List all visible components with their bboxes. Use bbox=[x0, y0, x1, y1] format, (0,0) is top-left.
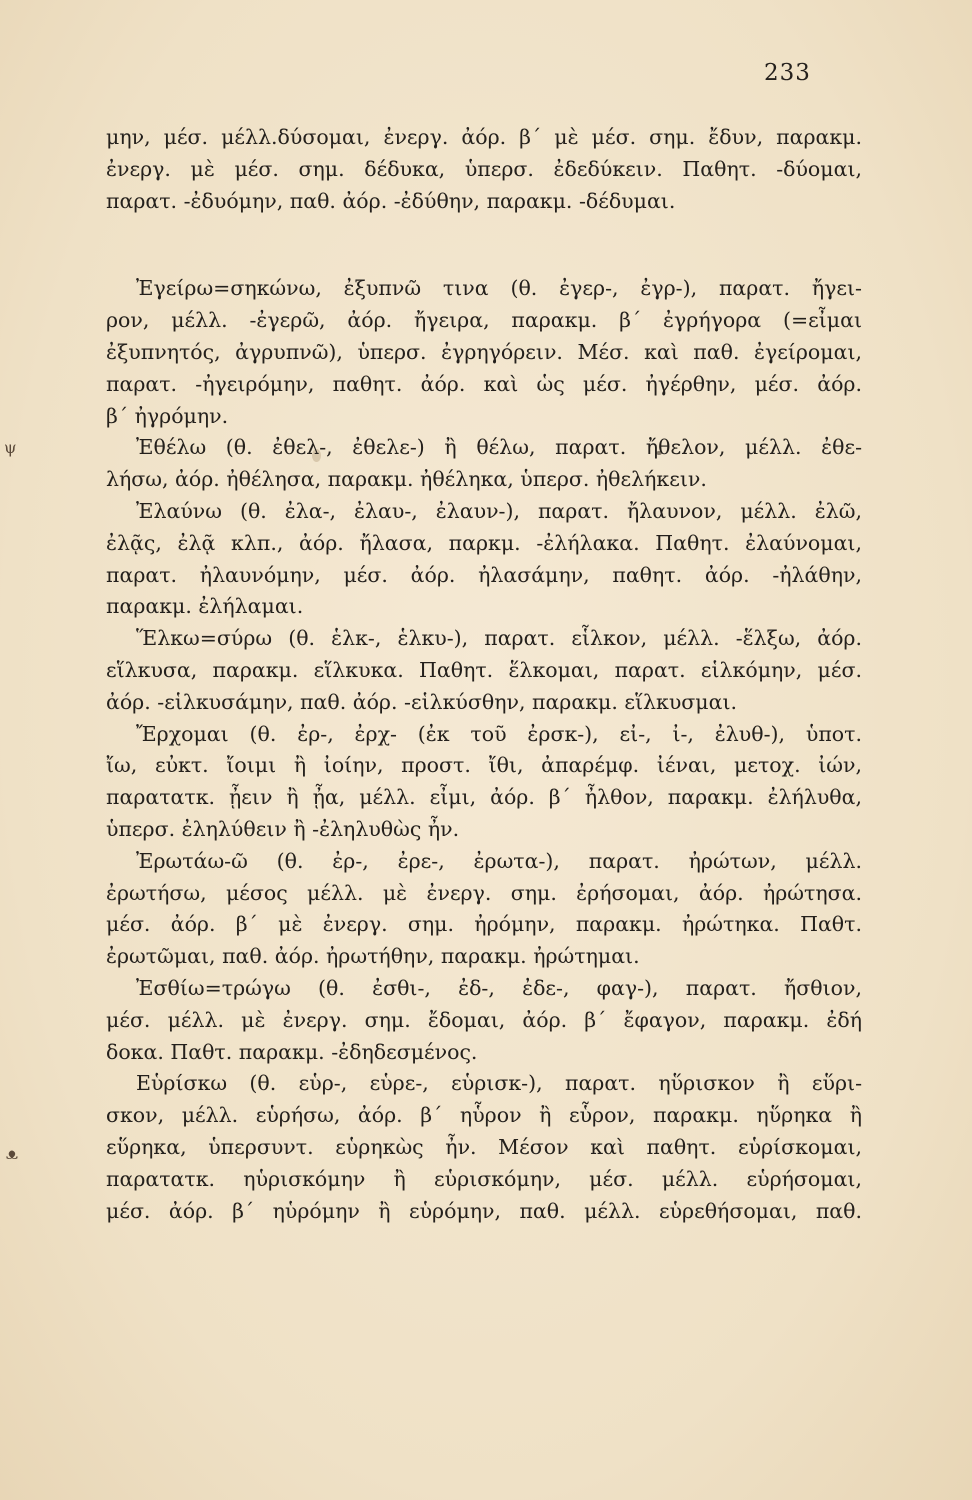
text-line: μέσ. ἀόρ. β΄ μὲ ἐνεργ. σημ. ἠρόμην, παρακμ. ἠρώτηκα. Παθτ. bbox=[106, 912, 862, 937]
entry-headword-line: Ἐρωτάω-ῶ (θ. ἐρ-, ἐρε-, ἐρωτα-), παρατ. ἠρώτων, μέλλ. bbox=[136, 848, 862, 873]
entry-headword-line: Ἐγείρω=σηκώνω, ἐξυπνῶ τινα (θ. ἐγερ-, ἐγρ-), παρατ. ἤγει- bbox=[136, 276, 862, 301]
text-line: ρον, μέλλ. -ἐγερῶ, ἀόρ. ἤγειρα, παρακμ. β΄ ἐγρήγορα (=εἶμαι bbox=[106, 308, 862, 333]
text-line: ἴω, εὐκτ. ἴοιμι ἢ ἰοίην, προστ. ἴθι, ἀπαρέμφ. ἰέναι, μετοχ. ἰών, bbox=[106, 753, 862, 778]
text-line: εὕρηκα, ὑπερσυντ. εὑρηκὼς ἦν. Μέσον καὶ παθητ. εὑρίσκομαι, bbox=[106, 1134, 862, 1159]
text-line: παρατατκ. ᾖειν ἢ ᾖα, μέλλ. εἶμι, ἀόρ. β΄ ἦλθον, παρακμ. ἐλήλυθα, bbox=[106, 785, 862, 810]
entry-headword-line: Ἐλαύνω (θ. ἐλα-, ἐλαυ-, ἐλαυν-), παρατ. ἤλαυνον, μέλλ. ἐλῶ, bbox=[136, 498, 862, 523]
text-line: β΄ ἠγρόμην. bbox=[106, 403, 229, 428]
text-line: εἵλκυσα, παρακμ. εἵλκυκα. Παθητ. ἕλκομαι, παρατ. εἱλκόμην, μέσ. bbox=[106, 657, 862, 682]
text-line: ἐρωτῶμαι, παθ. ἀόρ. ἠρωτήθην, παρακμ. ἠρώτημαι. bbox=[106, 944, 640, 969]
text-line: μην, μέσ. μέλλ.δύσομαι, ἐνεργ. ἀόρ. β΄ μὲ μέσ. σημ. ἔδυν, παρακμ. bbox=[106, 125, 862, 149]
text-line: ἐλᾷς, ἐλᾷ κλπ., ἀόρ. ἤλασα, παρκμ. -ἐλήλακα. Παθητ. ἐλαύνομαι, bbox=[106, 530, 862, 555]
text-line: παρατ. ἠλαυνόμην, μέσ. ἀόρ. ἠλασάμην, παθητ. ἀόρ. -ἠλάθην, bbox=[106, 562, 862, 587]
text-line: ἐνεργ. μὲ μέσ. σημ. δέδυκα, ὑπερσ. ἐδεδύκειν. Παθητ. -δύομαι, bbox=[106, 156, 862, 181]
entry-headword-line: Ἕλκω=σύρω (θ. ἑλκ-, ἑλκυ-), παρατ. εἷλκον, μέλλ. -ἕλξω, ἀόρ. bbox=[136, 626, 862, 651]
entry-headword-line: Ἐθέλω (θ. ἐθελ-, ἐθελε-) ἢ θέλω, παρατ. ἤθελον, μέλλ. ἐθε- bbox=[136, 435, 862, 460]
margin-mark-bottom: ᴥ bbox=[6, 1144, 18, 1163]
text-line: παρατ. -ἐδυόμην, παθ. ἀόρ. -ἐδύθην, παρακμ. -δέδυμαι. bbox=[106, 188, 676, 213]
text-line: μέσ. ἀόρ. β΄ ηὑρόμην ἢ εὑρόμην, παθ. μέλλ. εὑρεθήσομαι, παθ. bbox=[106, 1198, 862, 1223]
entry-headword-line: Ἐσθίω=τρώγω (θ. ἐσθι-, ἐδ-, ἐδε-, φαγ-), παρατ. ἤσθιον, bbox=[136, 975, 862, 1000]
text-line: λήσω, ἀόρ. ἠθέλησα, παρακμ. ἠθέληκα, ὑπερσ. ἠθελήκειν. bbox=[106, 467, 707, 492]
text-line: παρατ. -ἠγειρόμην, παθητ. ἀόρ. καὶ ὡς μέσ. ἠγέρθην, μέσ. ἀόρ. bbox=[106, 371, 862, 396]
entry-headword-line: Εὑρίσκω (θ. εὑρ-, εὑρε-, εὑρισκ-), παρατ. ηὕρισκον ἢ εὕρι- bbox=[136, 1071, 862, 1096]
text-line: μέσ. μέλλ. μὲ ἐνεργ. σημ. ἔδομαι, ἀόρ. β΄ ἔφαγον, παρακμ. ἐδή bbox=[106, 1007, 862, 1032]
text-line: δοκα. Παθτ. παρακμ. -ἐδηδεσμένος. bbox=[106, 1039, 478, 1064]
text-line: ἀόρ. -εἱλκυσάμην, παθ. ἀόρ. -εἱλκύσθην, παρακμ. εἵλκυσμαι. bbox=[106, 689, 738, 714]
text-line: ἐξυπνητός, ἀγρυπνῶ), ὑπερσ. ἐγρηγόρειν. Μέσ. καὶ παθ. ἐγείρομαι, bbox=[106, 339, 862, 364]
margin-mark-top: ψ bbox=[4, 438, 17, 457]
text-line: σκον, μέλλ. εὑρήσω, ἀόρ. β΄ ηὗρον ἢ εὗρον, παρακμ. ηὕρηκα ἢ bbox=[106, 1103, 862, 1128]
paragraph-gap bbox=[106, 217, 862, 273]
text-line: ὑπερσ. ἐληλύθειν ἢ -ἐληλυθὼς ἦν. bbox=[106, 816, 460, 841]
body-text bbox=[106, 122, 862, 1227]
text-line: παρακμ. ἐλήλαμαι. bbox=[106, 594, 304, 619]
entry-headword-line: Ἔρχομαι (θ. ἐρ-, ἐρχ- (ἐκ τοῦ ἐρσκ-), εἰ-, ἰ-, ἐλυθ-), ὑποτ. bbox=[136, 721, 862, 746]
text-line: παρατατκ. ηὑρισκόμην ἢ εὑρισκόμην, μέσ. μέλλ. εὑρήσομαι, bbox=[106, 1166, 862, 1191]
text-line: ἐρωτήσω, μέσος μέλλ. μὲ ἐνεργ. σημ. ἐρήσομαι, ἀόρ. ἠρώτησα. bbox=[106, 880, 862, 905]
page-number: 233 bbox=[764, 60, 811, 86]
